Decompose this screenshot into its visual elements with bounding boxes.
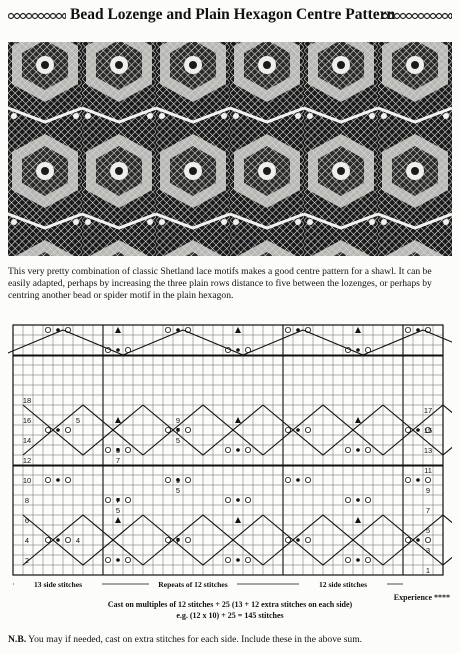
stitch-count-number: 7 [175,536,181,545]
experience-rating: Experience **** [393,593,450,602]
row-number-left: 10 [22,476,32,485]
yarn-over-symbol [405,477,410,482]
lace-swatch-photo [8,42,452,256]
row-number-right: 15 [423,426,433,435]
yarn-over-symbol [105,497,110,502]
row-number-right: 5 [425,526,431,535]
yarn-over-symbol [165,477,170,482]
yarn-over-symbol [185,477,190,482]
stitch-count-number: 7 [115,496,121,505]
ornament-right-icon [382,11,452,21]
bead-symbol [356,448,360,452]
yarn-over-symbol [405,327,410,332]
triangle-symbol [355,327,361,333]
row-number-left: 6 [24,516,30,525]
ornament-left-icon [8,11,66,21]
yarn-over-symbol [365,557,370,562]
nb-note [8,634,452,645]
yarn-over-symbol [45,327,50,332]
nb-text: You may if needed, cast on extra stitches for each side. Include these in the above sum. [28,634,363,645]
yarn-over-symbol [305,427,310,432]
stitch-count-number: 5 [175,486,181,495]
yarn-over-symbol [125,497,130,502]
yarn-over-symbol [305,477,310,482]
yarn-over-symbol [65,427,70,432]
yarn-over-symbol [285,427,290,432]
decrease-line [23,405,452,455]
section-label: Repeats of 12 stitches [158,580,228,589]
bead-symbol [56,478,60,482]
triangle-symbol [355,517,361,523]
yarn-over-symbol [105,447,110,452]
section-label: 12 side stitches [318,580,368,589]
yarn-over-symbol [365,447,370,452]
triangle-symbol [355,417,361,423]
row-number-left: 16 [22,416,32,425]
yarn-over-symbol [45,427,50,432]
yarn-over-symbol [225,497,230,502]
yarn-over-symbol [425,537,430,542]
page-title: Bead Lozenge and Plain Hexagon Centre Pattern [70,6,396,23]
stitch-count-number: 5 [75,416,81,425]
yarn-over-symbol [225,557,230,562]
stitch-count-number: 4 [75,536,81,545]
cast-on-example: e.g. (12 x 10) + 25 = 145 stitches [176,611,284,620]
yarn-over-symbol [45,537,50,542]
triangle-symbol [115,327,121,333]
row-number-left: 8 [24,496,30,505]
stitch-count-number: 7 [115,456,121,465]
row-number-right: 17 [423,406,433,415]
yarn-over-symbol [345,497,350,502]
bead-symbol [416,478,420,482]
stitch-count-number: 5 [115,446,121,455]
row-number-left: 2 [24,556,30,565]
bead-symbol [356,348,360,352]
bead-symbol [56,428,60,432]
bead-symbol [56,328,60,332]
triangle-symbol [115,417,121,423]
nb-label: N.B. [8,634,27,645]
stitch-count-number: 5 [115,506,121,515]
stitch-count-number: 9 [175,416,181,425]
yarn-over-symbol [125,557,130,562]
yarn-over-symbol [165,537,170,542]
row-number-right: 9 [425,486,431,495]
yarn-over-symbol [405,427,410,432]
stitch-count-number: 5 [175,436,181,445]
bead-symbol [116,558,120,562]
yarn-over-symbol [365,347,370,352]
yarn-over-symbol [125,447,130,452]
stitch-count-number: 7 [175,426,181,435]
yarn-over-symbol [105,557,110,562]
triangle-symbol [115,517,121,523]
row-number-left: 18 [22,396,32,405]
yarn-over-symbol [245,447,250,452]
yarn-over-symbol [365,497,370,502]
row-number-right: 3 [425,546,431,555]
bead-symbol [236,448,240,452]
yarn-over-symbol [185,427,190,432]
bead-symbol [296,478,300,482]
yarn-over-symbol [305,537,310,542]
bead-symbol [236,558,240,562]
bead-symbol [356,558,360,562]
bead-symbol [116,348,120,352]
yarn-over-symbol [405,537,410,542]
row-number-left: 14 [22,436,32,445]
bead-symbol [296,328,300,332]
yarn-over-symbol [165,327,170,332]
yarn-over-symbol [345,447,350,452]
bead-symbol [176,328,180,332]
stitch-count-number: 9 [175,476,181,485]
row-number-right: 13 [423,446,433,455]
triangle-symbol [235,517,241,523]
yarn-over-symbol [45,477,50,482]
triangle-symbol [235,417,241,423]
yarn-over-symbol [285,327,290,332]
bead-symbol [356,498,360,502]
yarn-over-symbol [165,427,170,432]
bead-symbol [296,538,300,542]
yarn-over-symbol [345,557,350,562]
row-number-right: 1 [425,566,431,575]
knitting-chart [8,320,452,595]
yarn-over-symbol [245,557,250,562]
intro-paragraph: This very pretty combination of classic Shetland lace motifs makes a good centre pattern for a shawl. It can be easily adapted, perhaps by increasing the three plain rows distance to five between the lozenges, or perhaps by centring another bead or spider motif in the plain hexagon. [8,266,432,301]
row-number-left: 4 [24,536,30,545]
yarn-over-symbol [425,477,430,482]
title-row [8,6,452,26]
row-number-right: 11 [424,466,432,475]
yarn-over-symbol [185,537,190,542]
bead-symbol [416,328,420,332]
yarn-over-symbol [125,347,130,352]
bead-symbol [236,348,240,352]
yarn-over-symbol [285,537,290,542]
yarn-over-symbol [65,537,70,542]
bead-symbol [416,428,420,432]
bead-symbol [296,428,300,432]
cast-on-instruction: Cast on multiples of 12 stitches + 25 (13 + 12 extra stitches on each side) [107,600,353,609]
yarn-over-symbol [245,347,250,352]
bead-symbol [236,498,240,502]
yarn-over-symbol [65,477,70,482]
bead-symbol [416,538,420,542]
yarn-over-symbol [225,447,230,452]
yarn-over-symbol [285,477,290,482]
section-label: 13 side stitches [33,580,83,589]
row-number-left: 12 [22,456,32,465]
triangle-symbol [235,327,241,333]
yarn-over-symbol [245,497,250,502]
row-number-right: 7 [425,506,431,515]
bead-symbol [56,538,60,542]
decrease-line [23,405,452,455]
